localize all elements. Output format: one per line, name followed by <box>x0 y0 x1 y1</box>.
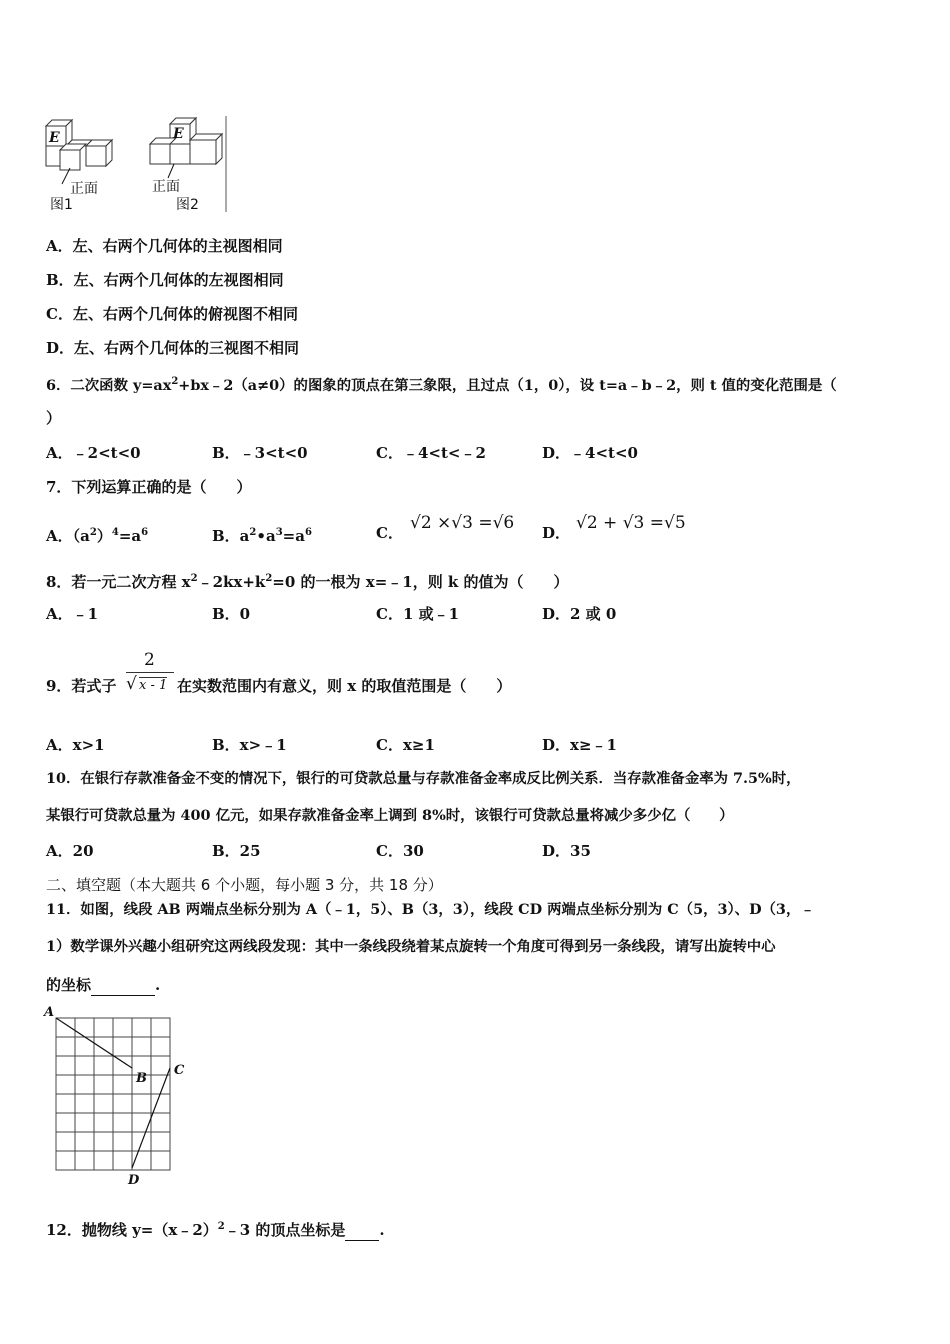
q8-option-a: A．﹣1 <box>46 605 99 623</box>
q9-option-c: C．x≥1 <box>376 736 435 754</box>
q8-option-b: B．0 <box>212 605 251 623</box>
q10-option-b: B．25 <box>212 842 261 860</box>
front-label-2: 正面 <box>152 179 180 195</box>
q7-a-sup2: 4 <box>111 527 119 538</box>
q7-a-mid2: =a <box>118 527 142 545</box>
q5-option-a: A．左、右两个几何体的主视图相同 <box>46 237 283 255</box>
q5-option-d: D．左、右两个几何体的三视图不相同 <box>46 339 300 357</box>
q8-option-d: D．2 或 0 <box>542 605 617 623</box>
q8-sup2: 2 <box>265 573 273 584</box>
q7-a-label: A．（a <box>46 527 90 545</box>
q11-grid-figure <box>40 1000 200 1190</box>
q10-option-c: C．30 <box>376 842 424 860</box>
point-a-label: A <box>44 1005 55 1020</box>
q10-option-a: A．20 <box>46 842 94 860</box>
q11-line1: 11．如图，线段 AB 两端点坐标分别为 A（﹣1，5）、B（3，3），线段 CD 两端点坐标分别为 C（5，3）、D（3，﹣ <box>46 901 815 918</box>
q8-sup1: 2 <box>190 573 198 584</box>
q12-prefix: 12．抛物线 y=（x﹣2） <box>46 1221 218 1239</box>
q12-stem <box>46 1217 385 1241</box>
q6-stem <box>46 372 837 396</box>
q7-b-sup3: 6 <box>304 527 312 538</box>
q7-b-label: B．a <box>212 527 250 545</box>
q6-option-d: D．﹣4<t<0 <box>542 444 638 462</box>
q11-line3-suffix: . <box>155 976 161 994</box>
q9-stem-suffix: 在实数范围内有意义，则 x 的取值范围是（ ） <box>177 677 512 695</box>
q9-fraction-bar <box>126 672 174 673</box>
q6-stem-part1: 6．二次函数 y=ax <box>46 376 172 394</box>
q11-grid-svg <box>40 1000 200 1190</box>
q7-stem: 7．下列运算正确的是（ ） <box>46 478 252 496</box>
q6-option-a: A．﹣2<t<0 <box>46 444 141 462</box>
q8-option-c: C．1 或﹣1 <box>376 605 460 623</box>
q6-option-b: B．﹣3<t<0 <box>212 444 308 462</box>
q6-stem-part2: +bx﹣2（a≠0）的图象的顶点在第三象限，且过点（1，0），设 t=a﹣b﹣2，则 t 值的变化范围是（ <box>178 376 837 394</box>
q7-option-d-math: √2 + √3 =√5 <box>576 513 686 533</box>
q7-c-label: C． <box>376 524 403 542</box>
q6-stem-end: ） <box>46 409 62 427</box>
q7-d-label: D． <box>542 524 571 542</box>
q7-a-sup1: 2 <box>89 527 97 538</box>
q7-option-c-math: √2 ×√3 =√6 <box>410 513 515 533</box>
q10-line2: 某银行可贷款总量为 400 亿元，如果存款准备金率上调到 8%时，该银行可贷款总量将减少多少亿（ ） <box>46 807 734 824</box>
q7-b-mid2: =a <box>282 527 305 545</box>
point-c-label: C <box>174 1063 185 1078</box>
q10-option-d: D．35 <box>542 842 591 860</box>
section2-title: 二、填空题（本大题共 6 个小题，每小题 3 分，共 18 分） <box>46 876 443 894</box>
q6-stem-sup: 2 <box>171 376 179 387</box>
q8-stem-part3: =0 的一根为 x=﹣1，则 k 的值为（ ） <box>272 573 569 591</box>
point-b-label: B <box>136 1071 147 1086</box>
point-d-label: D <box>128 1173 140 1188</box>
q6-option-c: C．﹣4<t<﹣2 <box>376 444 486 462</box>
q7-b-sup1: 2 <box>249 527 257 538</box>
q12-answer-blank[interactable] <box>345 1220 379 1241</box>
q8-stem-part2: ﹣2kx+k <box>197 573 266 591</box>
q10-line1: 10．在银行存款准备金不变的情况下，银行的可贷款总量与存款准备金率成反比例关系．当存款准备金率为 7.5%时， <box>46 770 801 787</box>
q9-option-d: D．x≥﹣1 <box>542 736 617 754</box>
q7-b-mid: •a <box>256 527 276 545</box>
q7-option-c <box>376 523 403 543</box>
q9-fraction <box>124 650 174 696</box>
q5-option-c: C．左、右两个几何体的俯视图不相同 <box>46 305 298 323</box>
q7-a-sup3: 6 <box>141 527 149 538</box>
q7-b-sup2: 3 <box>275 527 283 538</box>
q7-option-a <box>46 523 148 546</box>
q8-stem <box>46 569 569 592</box>
q8-stem-part1: 8．若一元二次方程 x <box>46 573 191 591</box>
fig1-label: 图1 <box>50 197 73 213</box>
q11-line2: 1）数学课外兴趣小组研究这两线段发现：其中一条线段绕着某点旋转一个角度可得到另一条线段，请写出旋转中心 <box>46 938 776 955</box>
q12-suffix: ﹣3 的顶点坐标是 <box>224 1221 346 1239</box>
q7-option-b <box>212 523 312 546</box>
q9-sqrt-sign: √ <box>126 674 137 694</box>
q7-a-mid: ） <box>96 527 112 545</box>
q12-sup: 2 <box>217 1221 225 1232</box>
cube-face-letter-1: E <box>49 130 60 146</box>
q9-numerator: 2 <box>144 650 155 670</box>
cube-figures <box>40 112 230 214</box>
q7-option-d <box>542 523 570 543</box>
q9-stem-prefix: 9．若式子 <box>46 677 117 695</box>
front-label-1: 正面 <box>70 181 98 197</box>
q11-answer-blank[interactable] <box>91 975 155 996</box>
cube-face-letter-2: E <box>173 126 184 142</box>
q12-end: . <box>379 1221 385 1239</box>
q9-denominator: x - 1 <box>139 678 168 693</box>
q5-option-b: B．左、右两个几何体的左视图相同 <box>46 271 284 289</box>
q9-option-b: B．x>﹣1 <box>212 736 287 754</box>
q11-line3 <box>46 975 160 996</box>
q11-line3-prefix: 的坐标 <box>46 976 92 994</box>
q9-option-a: A．x>1 <box>46 736 105 754</box>
fig2-label: 图2 <box>176 197 199 213</box>
